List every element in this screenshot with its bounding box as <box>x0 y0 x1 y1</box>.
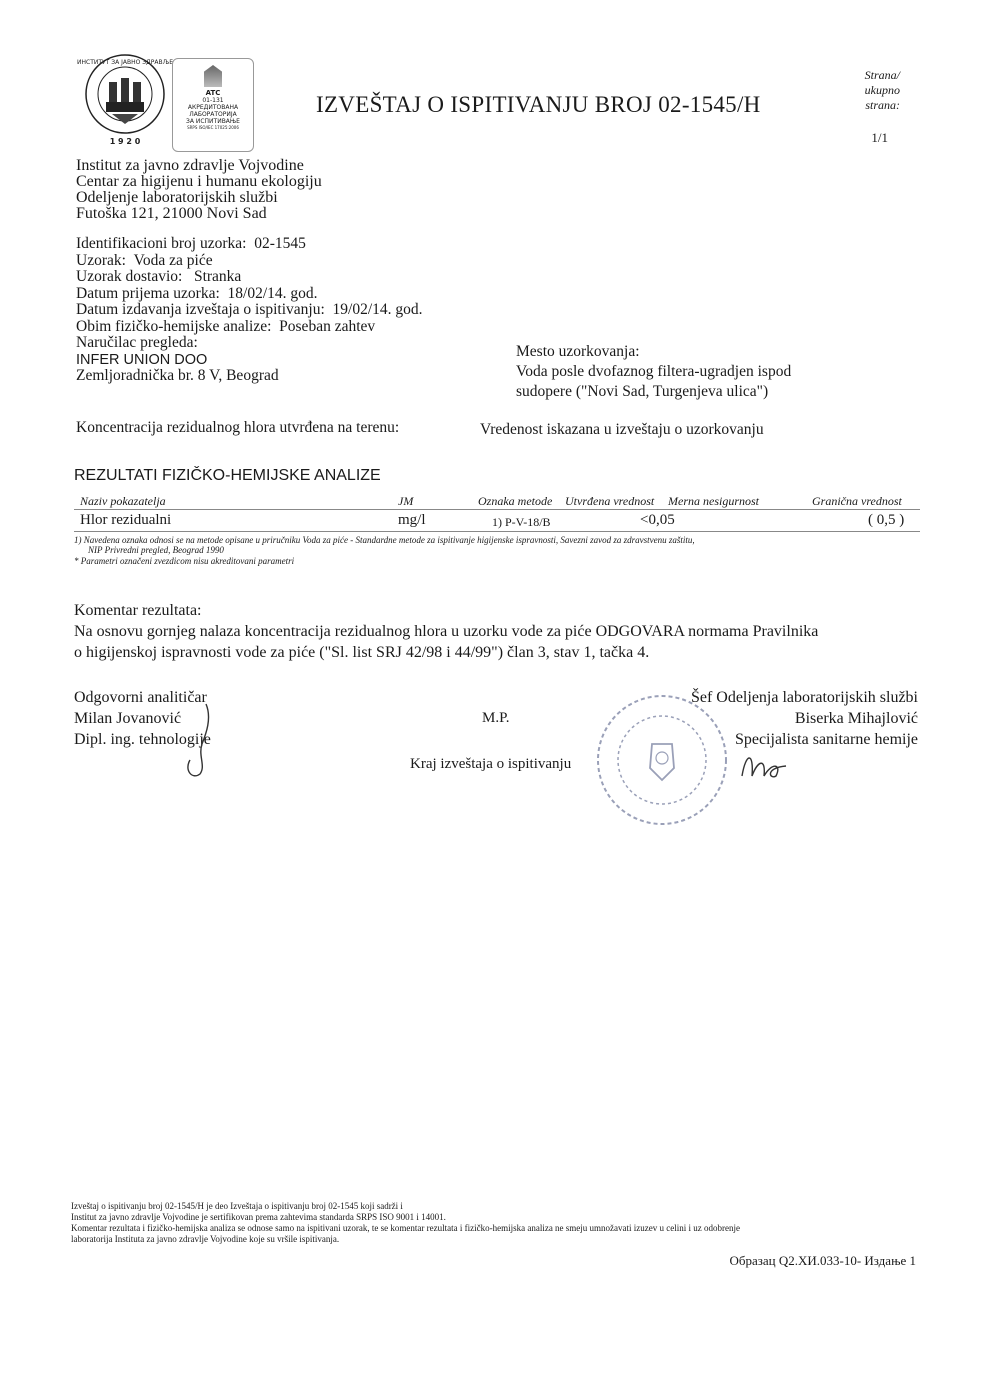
table-header-line <box>74 509 920 510</box>
center-name: Centar za higijenu i humanu ekologiju <box>76 173 322 190</box>
page-label <box>830 68 900 113</box>
footer-line1: Izveštaj o ispitivanju broj 02-1545/H je deo Izveštaja o ispitivanju broj 02-1545 koji sadrži i <box>71 1201 403 1211</box>
method-note-source: NIP Privredni pregled, Beograd 1990 <box>88 545 224 555</box>
row-name: Hlor rezidualni <box>80 512 172 528</box>
delivered-value: Stranka <box>193 268 242 285</box>
issued-label: Datum izdavanja izveštaja o ispitivanju: <box>76 301 325 318</box>
row-limit: ( 0,5 ) <box>868 512 905 528</box>
atc-number: 01-131 <box>202 97 224 104</box>
received-label: Datum prijema uzorka: <box>76 284 220 302</box>
institute-header <box>76 158 322 222</box>
form-code: Образац Q2.ХИ.033-10- Издање 1 <box>729 1253 916 1268</box>
comment-line2: o higijenskoj ispravnosti vode za piće ("Sl. list SRJ 42/98 i 44/99") član 3, stav 1, tačka 4. <box>74 644 650 661</box>
page-label-3: strana: <box>865 98 900 112</box>
col-name-header: Naziv pokazatelja <box>80 494 166 508</box>
accreditation-badge <box>172 58 254 152</box>
sample-label: Uzorak: <box>76 251 126 269</box>
location-line1: Voda posle dvofaznog filtera-ugradjen ispod <box>516 363 792 380</box>
atc-line2: ЛАБОРАТОРИЈА <box>189 111 237 118</box>
col-uncertainty-header: Merna nesigurnost <box>668 494 759 508</box>
report-title: IZVEŠTAJ O ISPITIVANJU BROJ 02-1545/H <box>316 92 761 117</box>
atc-line4: SRPS ISO/IEC 17025:2006 <box>187 125 239 130</box>
analyst-title: Odgovorni analitičar <box>74 689 207 706</box>
client-name: INFER UNION DOO <box>76 351 208 368</box>
mp-label: M.P. <box>482 710 510 726</box>
head-title: Šef Odeljenja laboratorijskih službi <box>690 689 918 706</box>
sample-value: Voda za piće <box>133 251 213 269</box>
row-unit: mg/l <box>398 512 426 528</box>
head-handwritten-signature <box>736 746 792 791</box>
received-value: 18/02/14. god. <box>227 284 318 302</box>
location-label: Mesto uzorkovanja: <box>516 343 640 360</box>
row-method: 1) P-V-18/B <box>492 515 551 529</box>
footer-line3: Komentar rezultata i fizičko-hemijska analiza se odnose samo na ispitivani uzorak, te se komentar rezultata i fizičko-hemijska analiza ne smeju umnožavati izuzev u celini i uz odobrenje <box>71 1223 740 1233</box>
report-end: Kraj izveštaja o ispitivanju <box>410 756 572 772</box>
col-limit-header: Granična vrednost <box>812 494 902 508</box>
comment-label: Komentar rezultata: <box>74 602 202 619</box>
footer-line2: Institut za javno zdravlje Vojvodine je sertifikovan prema zahtevima standarda SRPS ISO 9001 i 14001. <box>71 1212 446 1222</box>
head-degree: Specijalista sanitarne hemije <box>734 731 918 748</box>
delivered-label: Uzorak dostavio: <box>76 268 183 285</box>
institute-name: Institut za javno zdravlje Vojvodine <box>76 157 304 174</box>
chlorine-field-label: Koncentracija rezidualnog hlora utvrđena na terenu: <box>76 419 400 436</box>
method-note: 1) Navedena oznaka odnosi se na metode opisane u priručniku Voda za piće - Standardne metode za ispitivanje higijenske ispravnosti, Savezni zavod za zdravstvenu zaštitu, <box>74 535 695 545</box>
issued-value: 19/02/14. god. <box>332 301 423 318</box>
page-label-2: ukupno <box>864 83 900 97</box>
svg-text:ИНСТИТУТ ЗА ЈАВНО ЗДРАВЉЕ: ИНСТИТУТ ЗА ЈАВНО ЗДРАВЉЕ <box>77 59 173 66</box>
location-line2: sudopere ("Novi Sad, Turgenjeva ulica") <box>516 383 769 400</box>
analyst-degree: Dipl. ing. tehnologije <box>74 731 211 748</box>
footer-line4: laboratorija Instituta za javno zdravlje Vojvodine koje su vršile ispitivanja. <box>71 1234 340 1244</box>
sample-id-value: 02-1545 <box>254 235 306 252</box>
department-name: Odeljenje laboratorijskih službi <box>76 189 278 206</box>
comment-line1: Na osnovu gornjeg nalaza koncentracija rezidualnog hlora u uzorku vode za piće ODGOVARA normama Pravilnika <box>74 623 819 640</box>
comment-block <box>74 600 818 663</box>
atc-logo-icon <box>204 65 222 87</box>
atc-line3: ЗА ИСПИТИВАЊЕ <box>186 118 240 125</box>
row-value: <0,05 <box>640 512 675 528</box>
atc-line1: АКРЕДИТОВАНА <box>187 104 239 111</box>
sample-info <box>76 236 423 385</box>
client-label: Naručilac pregleda: <box>76 334 198 351</box>
scope-label: Obim fizičko-hemijske analize: <box>76 317 272 335</box>
institute-logo <box>77 52 173 148</box>
analyst-name: Milan Jovanović <box>74 710 182 727</box>
logo-year: 1 9 2 0 <box>109 137 141 146</box>
results-heading: REZULTATI FIZIČKO-HEMIJSKE ANALIZE <box>74 467 381 484</box>
table-bottom-line <box>74 531 920 532</box>
page-label-1: Strana/ <box>864 68 900 82</box>
scope-value: Poseban zahtev <box>279 317 376 335</box>
head-signature-block <box>691 687 918 750</box>
footer-notes <box>71 1201 740 1245</box>
col-unit-header: JM <box>398 494 414 508</box>
institute-address: Futoška 121, 21000 Novi Sad <box>76 205 267 222</box>
sample-id-label: Identifikacioni broj uzorka: <box>76 235 247 252</box>
accreditation-note: * Parametri označeni zvezdicom nisu akreditovani parametri <box>74 556 295 566</box>
chlorine-field-value: Vredenost iskazana u izveštaju o uzorkovanju <box>480 421 764 438</box>
sampling-location <box>516 342 791 402</box>
col-value-header: Utvrđena vrednost <box>565 494 655 508</box>
atc-brand: ATC <box>205 89 221 97</box>
client-address: Zemljoradnička br. 8 V, Beograd <box>76 367 279 384</box>
analyst-handwritten-signature <box>176 700 226 785</box>
page-number: 1/1 <box>871 130 888 145</box>
col-method-header: Oznaka metode <box>478 494 553 508</box>
head-name: Biserka Mihajlović <box>794 710 918 727</box>
